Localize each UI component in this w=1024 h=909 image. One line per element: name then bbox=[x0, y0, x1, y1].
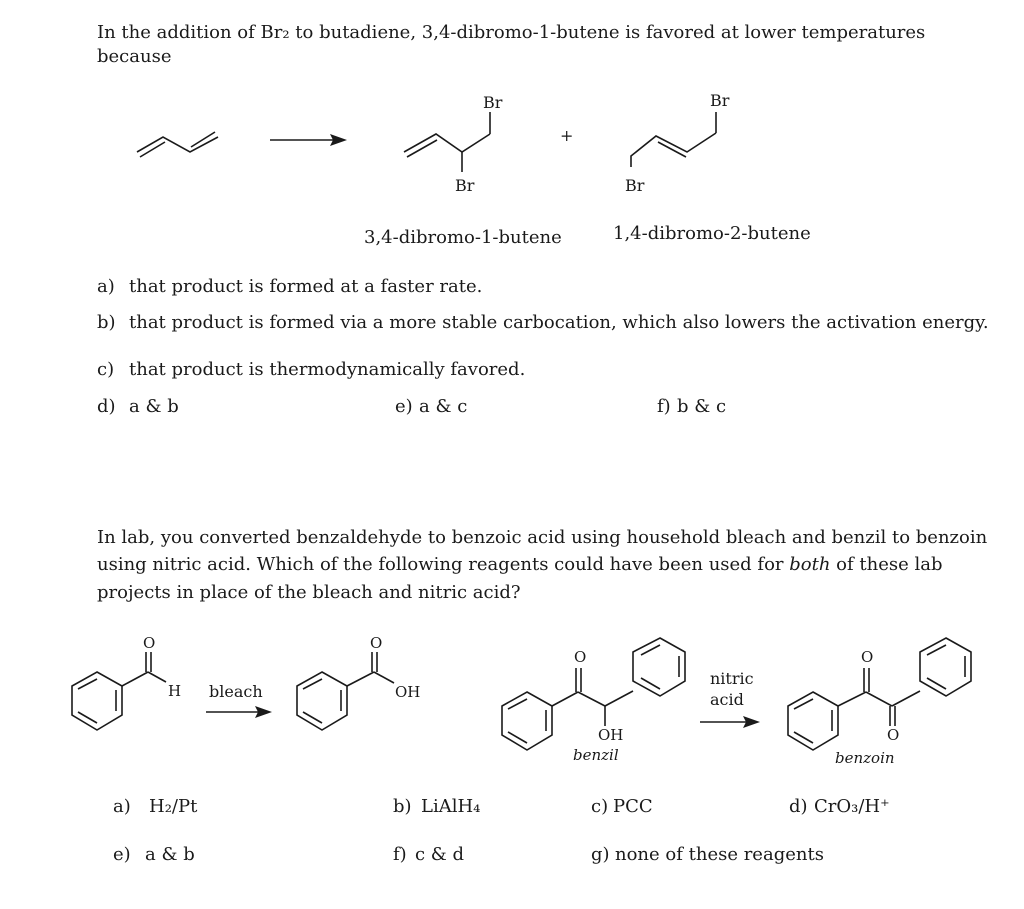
bleach-arrow bbox=[206, 706, 272, 718]
q1-option-a-text: that product is formed at a faster rate. bbox=[129, 276, 483, 297]
q2-option-f-text: c & d bbox=[415, 844, 465, 865]
q2-prompt-line2-pre: using nitric acid. Which of the following reagents could have been used for bbox=[97, 554, 790, 575]
benzoin-label: benzoin bbox=[835, 749, 895, 767]
q2-prompt-line2-post: of these lab bbox=[830, 554, 943, 575]
br-label-1: Br bbox=[483, 93, 503, 112]
q1-option-b-letter: b) bbox=[97, 312, 116, 333]
q1-option-f-text: b & c bbox=[677, 396, 727, 417]
q1-option-c-letter: c) bbox=[97, 359, 115, 380]
q1-option-b-text: that product is formed via a more stable carbocation, which also lowers the activation energy. bbox=[129, 312, 989, 333]
benzil-oh-label: OH bbox=[598, 726, 624, 744]
q1-option-e-text: a & c bbox=[419, 396, 468, 417]
q1-prompt-line1: In the addition of Br₂ to butadiene, 3,4-dibromo-1-butene is favored at lower temperatures bbox=[97, 22, 926, 43]
q2-option-a-text: H₂/Pt bbox=[149, 796, 198, 817]
benzaldehyde-h-label: H bbox=[168, 682, 182, 700]
benzoic-acid-oh-label: OH bbox=[395, 683, 421, 701]
benzaldehyde-structure bbox=[72, 652, 166, 730]
benzil-label: benzil bbox=[573, 746, 619, 764]
q2-option-d-letter: d) bbox=[789, 796, 808, 817]
product1-name: 3,4-dibromo-1-butene bbox=[364, 227, 562, 248]
q1-option-e-letter: e) bbox=[395, 396, 413, 417]
benzoin-o-label-bottom: O bbox=[887, 726, 900, 744]
q1-option-c-text: that product is thermodynamically favored. bbox=[129, 359, 526, 380]
q2-prompt-line1: In lab, you converted benzaldehyde to benzoic acid using household bleach and benzil to benzoin bbox=[97, 527, 988, 548]
q2-option-b-letter: b) bbox=[393, 796, 412, 817]
benzoin-structure bbox=[788, 638, 971, 750]
q2-option-d-text: CrO₃/H⁺ bbox=[814, 796, 890, 817]
q2-option-e-letter: e) bbox=[113, 844, 131, 865]
benzaldehyde-o-label: O bbox=[143, 634, 156, 652]
benzoic-acid-o-label: O bbox=[370, 634, 383, 652]
br-label-3: Br bbox=[710, 91, 730, 110]
q2-prompt-line3: projects in place of the bleach and nitric acid? bbox=[97, 582, 521, 603]
benzoic-acid-structure bbox=[297, 652, 394, 730]
q2-option-g-letter: g) bbox=[591, 844, 610, 865]
q1-option-d-letter: d) bbox=[97, 396, 116, 417]
reagent-bleach: bleach bbox=[209, 682, 263, 701]
benzil-structure bbox=[502, 638, 685, 750]
q1-option-a-letter: a) bbox=[97, 276, 115, 297]
q1-option-d-text: a & b bbox=[129, 396, 179, 417]
br-label-4: Br bbox=[625, 176, 645, 195]
q1-prompt-line2: because bbox=[97, 46, 172, 67]
q2-option-e-text: a & b bbox=[145, 844, 195, 865]
plus-sign: + bbox=[560, 126, 574, 145]
benzil-o-label: O bbox=[574, 648, 587, 666]
reagent-nitric-line1: nitric bbox=[710, 669, 754, 688]
q2-prompt-line2-emphasis: both bbox=[789, 554, 831, 575]
q2-option-g-text: none of these reagents bbox=[615, 844, 824, 865]
q2-option-b-text: LiAlH₄ bbox=[421, 796, 481, 817]
q1-option-f-letter: f) bbox=[657, 396, 671, 417]
nitric-acid-arrow bbox=[700, 716, 760, 728]
q2-option-a-letter: a) bbox=[113, 796, 131, 817]
product2-name: 1,4-dibromo-2-butene bbox=[613, 223, 811, 244]
q2-option-c-text: PCC bbox=[613, 796, 653, 817]
benzoin-o-label-top: O bbox=[861, 648, 874, 666]
q2-option-c-letter: c) bbox=[591, 796, 609, 817]
br-label-2: Br bbox=[455, 176, 475, 195]
reagent-nitric-line2: acid bbox=[710, 690, 744, 709]
q2-option-f-letter: f) bbox=[393, 844, 407, 865]
